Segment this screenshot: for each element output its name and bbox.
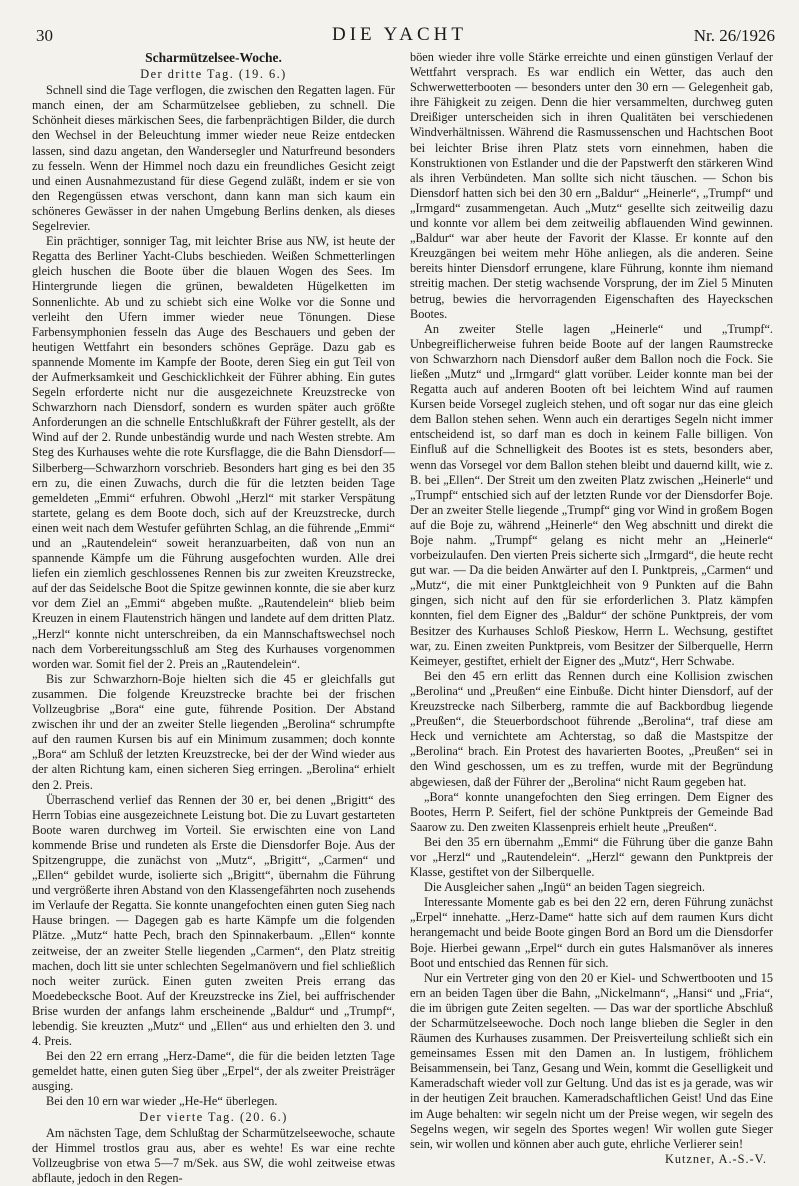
paragraph: Überraschend verlief das Rennen der 30 er, bei denen „Brigitt“ des Herrn Tobias eine ausgezeichnete Leistung bot. Die zu Luvart gestarteten Boote waren durchweg im Vorteil. Sie erwischten eine von Land kommende Brise und rundeten als Erste die Diensdorfer Boje. Aus der Spitzengruppe, die zunächst von „Mutz“, „Brigitt“, „Carmen“ und „Ellen“ gebildet wurde, isolierte sich „Brigitt“, übernahm die Führung und vergrößerte ihren Abstand von den Klassengefährten noch zusehends im Verlaufe der Regatta. Sie konnte unangefochten einen guten Sieg nach Hause bringen. — Dagegen gab es harte Kämpfe um die folgenden Plätze. „Mutz“ hatte Pech, brach den Spinnakerbaum. „Ellen“ konnte zeitweise, der an zweiter Stelle liegenden „Carmen“, den Platz streitig machen, doch litt sie unter schlechten Segelmanövern und fiel schließlich noch weiter zurück. Einen guten zweiten Preis errang das Moedebecksche Boot. Auf der Kreuzstrecke ins Ziel, bei auffrischender Brise wurden der anfangs lahm erscheinende „Baldur“ und „Trumpf“, lebendig. Sie kreuzten „Mutz“ und „Ellen“ aus und erhielten den 3. und 4. Preis. — [32, 792, 395, 1049]
paragraph: Nur ein Vertreter ging von den 20 er Kiel- und Schwertbooten und 15 ern an beiden Tagen über die Bahn, „Nickelmann“, „Hansi“ und „Fria“, die im übrigen gute Zeiten segelten. — Das war der sportliche Abschluß der Scharmützelseewoche. Doch noch lange blieben die Segler in den Räumen des Kurhauses zusammen. Der Preisverteilung schließt sich ein gemeinsames Essen mit den Damen an. In lustigem, fröhlichem Beisammensein, bei Tanz, Gesang und Wein, kommt die Geselligkeit und Kameradschaft wieder voll zur Geltung. Und das ist es ja gerade, was wir in der heutigen Zeit brauchen. Kameradschaftlichen Geist! Und das Eine im Auge behalten: wir segeln nicht um der Preise wegen, wir segeln des Segelns wegen, wir segeln des Sportes wegen! Wir wollen gute Sieger sein, wir wollen und können aber auch gute, ehrliche Verlierer sein! — [410, 970, 773, 1151]
paragraph: böen wieder ihre volle Stärke erreichte und einen günstigen Verlauf der Wettfahrt versprach. Es war endlich ein Wetter, das auch den Schwerwetterbooten — besonders unter den 30 ern — Gelegenheit gab, ihre Fähigkeit zu zeigen. Denn die hier versammelten, durchweg guten Dreißiger unterscheiden sich in ihren Qualitäten bei verschiedenen Windverhältnissen. Während die Rasmussenschen und Hachtschen Boot bei leichter Brise ihren Platz stets vorn einnehmen, haben die Konstruktionen von Estlander und die der Papstwerft den stärkeren Wind als ihren Verbündeten. Man sollte sich nicht täuschen. — Schon bis Diensdorf hatten sich bei den 30 ern „Baldur“ „Heinerle“, „Trumpf“ und „Irmgard“ zusammengetan. Auch „Mutz“ gesellte sich zeitweilig dazu und konnte vor allem bei dem zeitweilig abflauenden Wind gewinnen. „Baldur“ war aber heute der Favorit der Klasse. Er konnte auf den Kreuzgängen bei weitem mehr Höhe anliegen, als die anderen. Seine bereits hinter Diensdorf errungene, klare Führung, konnte ihm niemand streitig machen. Der stetig wachsende Vorsprung, der im Ziel 5 Minuten betrug, bewies die hervorragenden Eigenschaften des Hayeckschen Bootes. — [410, 50, 773, 321]
day3-heading: Der dritte Tag. (19. 6.) — [140, 67, 287, 82]
left-column — [32, 50, 395, 1186]
paragraph: Ein prächtiger, sonniger Tag, mit leichter Brise aus NW, ist heute der Regatta des Berliner Yacht-Clubs beschieden. Weißen Schmetterlingen gleich huschen die Boote über die blauen Wogen des Sees. Im Hintergrunde liegen die grünen, bewaldeten Hügelketten im Sonnenlichte. Ab und zu schiebt sich eine Wolke vor die Sonne und verleiht den Ufern immer wieder neue Tönungen. Diese Farbensymphonien fesseln das Auge des Beschauers und geben der heutigen Wettfahrt ein besonders schönes Gepräge. Dazu gab es spannende Momente im Kampfe der Boote, deren Sieg ein gut Teil von der Aufmerksamkeit und Geschicklichkeit der Führer abhing. Ein gutes Segeln erforderte nicht nur die ausgezeichnete Kreuzstrecke von Schwarzhorn nach Diensdorf, sondern es wurden später auch größte Anforderungen an die schnelle Entschlußkraft der Führer gestellt, als der Wind auf der 2. Runde unbeständig wurde und nach Westen strebte. Am Steg des Kurhauses wehte die rote Kursflagge, die die Bahn Diensdorf—Silberberg—Schwarzhorn vorschrieb. Besonders hart ging es bei den 35 ern zu, die einen Zuwachs, durch die für die letzten beiden Tage gemeldeten „Emmi“ erfuhren. Obwohl „Herzl“ mit starker Verspätung startete, gelang es dem Boote doch, sich auf der Kreuzstrecke, durch einen weit nach dem Westufer geführten Schlag, an die führende „Emmi“ und an „Rautendelein“ soweit heranzuarbeiten, daß von nun an spannende Kämpfe um die Führung ausgefochten wurden. Alle drei liefen ein ziemlich geschlossenes Rennen bis zur zweiten Kreuzstrecke, auf der das Seidelsche Boot die Spitze gewinnen konnte, die sie aber kurz vor dem Ziel an „Emmi“ abgeben mußte. „Rautendelein“ blieb beim Kreuzen in einem Flautenstrich hängen und landete auf dem dritten Platz. „Herzl“ konnte nicht unterschreiben, da ein Mannschaftswechsel noch nach dem Vorbereitungsschluß am Steg des Kurhauses vorgenommen worden war. Somit fiel der 2. Preis an „Rautendelein“. — [32, 234, 395, 671]
page-header — [0, 20, 799, 54]
paragraph: Bei den 35 ern übernahm „Emmi“ die Führung über die ganze Bahn vor „Herzl“ und „Rautendelein“. „Herzl“ gewann den Punktpreis der Klasse, gestiftet von der Silberquelle. — [410, 834, 773, 880]
day4-heading: Der vierte Tag. (20. 6.) — [139, 1109, 288, 1124]
article-title: Scharmützelsee-Woche. — [145, 50, 282, 65]
paragraph: Bei den 22 ern errang „Herz-Dame“, die für die beiden letzten Tage gemeldet hatte, einen guten Sieg über „Erpel“, der als zweiter Preisträger ausging. — [32, 1049, 395, 1094]
paragraph: Interessante Momente gab es bei den 22 ern, deren Führung zunächst „Erpel“ innehatte. „Herz-Dame“ hatte sich auf dem raumen Kurs dicht herangemacht und beide Boote gingen Bord an Bord um die Diensdorfer Boje. Hierbei gewann „Erpel“ durch ein gutes Halsmanöver als inneres Boot und entschied das Rennen für sich. — [410, 895, 773, 970]
paragraph: Schnell sind die Tage verflogen, die zwischen den Regatten lagen. Für manch einen, der am Scharmützelsee geblieben, zu schnell. Die Schönheit dieses märkischen Sees, die farbenprächtigen Bilder, die durch den Wechsel in der Beleuchtung immer wieder neue Reize entdecken lassen, sind dazu angetan, den Wandersegler und Naturfreund besonders zu fesseln. Wenn der Himmel noch dazu ein freundliches Gesicht zeigt und einen Ausnahmezustand für diese Gegend zuläßt, indem er sie von den Regengüssen etwas verschont, dann kann man sich kaum ein schöneres Gewässer in der nahen Umgebung Berlins denken, als dieses Segelrevier. — [32, 83, 395, 234]
paragraph: Am nächsten Tage, dem Schlußtag der Scharmützelseewoche, schaute der Himmel trostlos grau aus, aber es wehte! Es war eine rechte Vollzeugbrise von etwa 5—7 m/Sek. aus SW, die wohl zeitweise etwas abflaute, jedoch in den Regen- — [32, 1125, 395, 1185]
paragraph: Bei den 10 ern war wieder „He-He“ überlegen. — [46, 1094, 278, 1109]
author-signature: Kutzner, A.-S.-V. — [664, 1151, 767, 1166]
paragraph: An zweiter Stelle lagen „Heinerle“ und „Trumpf“. Unbegreiflicherweise fuhren beide Boote auf der langen Raumstrecke von Schwarzhorn nach Diensdorf außer dem Ballon noch die Fock. Sie ließen „Mutz“ und „Irmgard“ glatt vorüber. Leider konnte man bei der Regatta auch auf anderen Booten oft bei leichtem Wind auf raumen Kursen beide Vorsegel zugleich stehen, und oft sogar nur das eine gleich dem Ballon stehen sehen. Wenn auch ein derartiges Segeln nicht immer entscheidend ist, so darf man es doch in keinem Falle billigen. Von Einfluß auf die Schnelligkeit des Bootes ist es stets, besonders aber, wenn das Vorsegel vor dem Ballon stehen bleibt und dauernd killt, wie z. B. bei „Ellen“. Der Streit um den zweiten Platz zwischen „Heinerle“ und „Trumpf“ entschied sich auf der letzten Runde vor der Diensdorfer Boje. Der an zweiter Stelle liegende „Trumpf“ ging vor Wind in großem Bogen auf die Boje zu, während „Heinerle“ den Weg abschnitt und direkt die Boje nahm. „Trumpf“ gelang es nicht mehr an „Heinerle“ vorbeizulaufen. Den vierten Preis sicherte sich „Irmgard“, die heute recht gut war. — Da die beiden Anwärter auf den I. Punktpreis, „Carmen“ und „Mutz“, die mit einer Punktgleichheit von 9 Punkten auf die Bahn gingen, sich nicht auf den für sie erforderlichen 3. Platz kämpfen konnten, fiel dem Eigner des „Baldur“ der schöne Punktpreis, der vom Besitzer des Kurhauses Schloß Pieskow, Herrn L. Wechsung, gestiftet war, zu. Einen zweiten Punktpreis, vom Besitzer der Silberquelle, Herrn Keimeyer, gestiftet, erhielt der Eigner des „Mutz“, Herr Schwabe. — [410, 321, 773, 668]
paragraph: Bei den 45 ern erlitt das Rennen durch eine Kollision zwischen „Berolina“ und „Preußen“ eine Einbuße. Dicht hinter Diensdorf, auf der Kreuzstrecke nach Silberberg, rammte die auf Backbordbug liegende „Preußen“, die Steuerbordschoot führende „Berolina“, traf diese am Heck und vernichtete am Achterstag, so daß die Mastspitze der „Berolina“ brach. Ein Protest des havarierten Bootes, „Preußen“ sei in den Wind geschossen, um es zu treffen, wurde mit der Begründung abgewiesen, daß der Führer der „Berolina“ nicht Raum gegeben hat. — [410, 668, 773, 789]
right-column — [410, 50, 773, 1167]
page-number: 30 — [36, 26, 53, 45]
paragraph: Die Ausgleicher sahen „Ingü“ an beiden Tagen siegreich. — [424, 880, 705, 895]
paragraph: „Bora“ konnte unangefochten den Sieg erringen. Dem Eigner des Bootes, Herrn P. Seifert, fiel der schöne Punktpreis der Gemeinde Bad Saarow zu. Den zweiten Klassenpreis erhielt heute „Preußen“. — [410, 789, 773, 834]
journal-title: DIE YACHT — [331, 24, 468, 45]
issue-number: Nr. 26/1926 — [693, 26, 775, 45]
paragraph: Bis zur Schwarzhorn-Boje hielten sich die 45 er gleichfalls gut zusammen. Die folgende Kreuzstrecke brachte bei der frischen Vollzeugbrise „Bora“ eine gute, führende Position. Der Abstand zwischen ihr und der an zweiter Stelle liegenden „Berolina“ schrumpfte auf den raumen Kursen bis auf ein Minimum zusammen; doch konnte „Bora“ am Schluß der letzten Kreuzstrecke, bei der der Wind wieder aus der alten Richtung kam, einen sicheren Sieg erringen. „Berolina“ erhielt den 2. Preis. — [32, 671, 395, 792]
